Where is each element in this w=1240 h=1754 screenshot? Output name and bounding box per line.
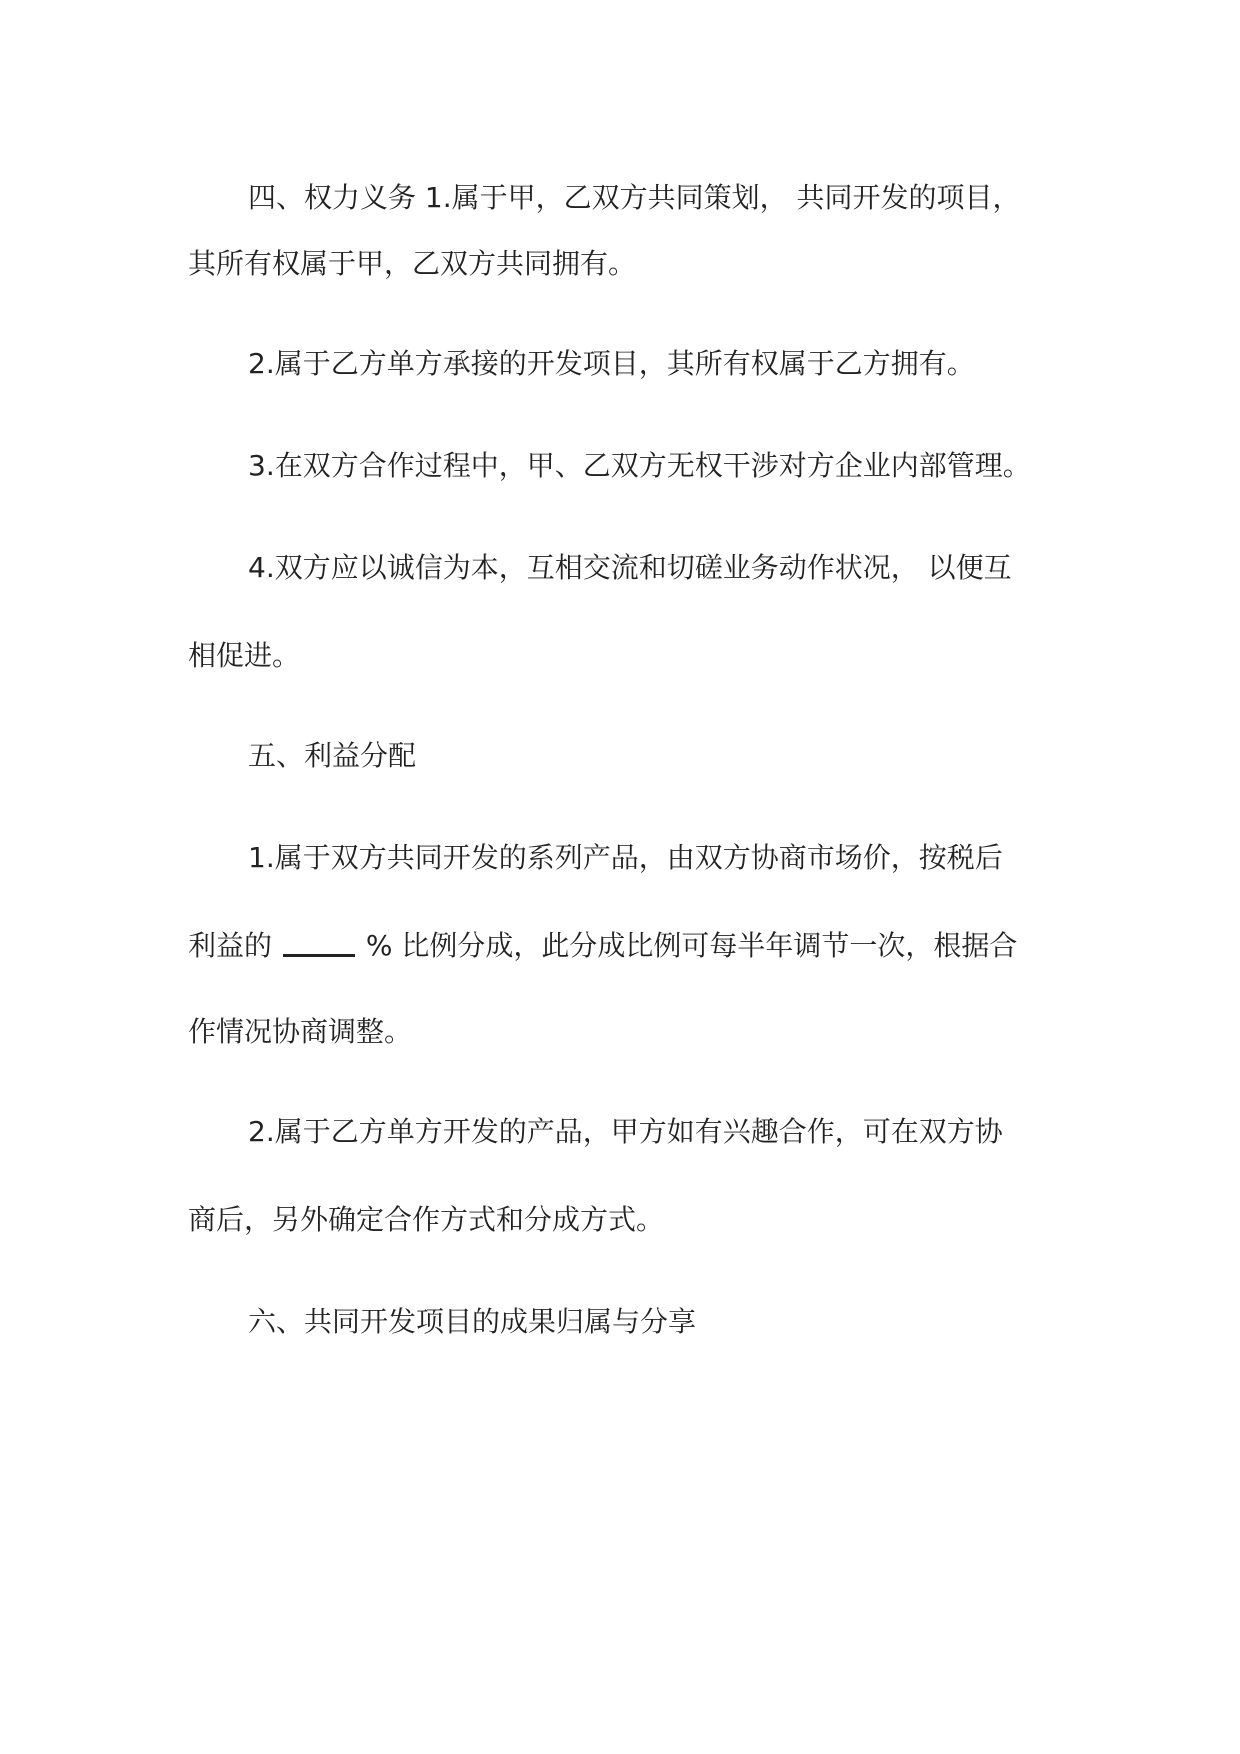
section-4-item-4-continued: 相促进。 <box>188 639 301 672</box>
section-6-heading: 六、共同开发项目的成果归属与分享 <box>248 1305 697 1338</box>
section-4-item-4: 4.双方应以诚信为本，互相交流和切磋业务动作状况， 以便互 <box>248 551 1012 584</box>
percentage-blank-field <box>283 924 355 957</box>
section-5-heading: 五、利益分配 <box>248 739 417 772</box>
profit-suffix-text: % 比例分成，此分成比例可每半年调节一次，根据合 <box>365 929 1018 962</box>
section-5-item-2-continued: 商后，另外确定合作方式和分成方式。 <box>188 1203 665 1236</box>
section-5-item-1-end: 作情况协商调整。 <box>188 1015 413 1048</box>
section-5-item-1-continued <box>188 924 1017 966</box>
section-4-item-1-continued: 其所有权属于甲，乙双方共同拥有。 <box>188 247 637 280</box>
section-5-item-2: 2.属于乙方单方开发的产品，甲方如有兴趣合作，可在双方协 <box>248 1115 1003 1148</box>
section-4-item-3: 3.在双方合作过程中，甲、乙双方无权干涉对方企业内部管理。 <box>248 449 1031 482</box>
profit-prefix-text: 利益的 <box>188 929 273 962</box>
section-5-item-1: 1.属于双方共同开发的系列产品，由双方协商市场价，按税后 <box>248 841 1003 874</box>
section-4-item-2: 2.属于乙方单方承接的开发项目，其所有权属于乙方拥有。 <box>248 347 975 380</box>
section-4-heading-line: 四、权力义务 1.属于甲，乙双方共同策划， 共同开发的项目， <box>248 181 1021 214</box>
